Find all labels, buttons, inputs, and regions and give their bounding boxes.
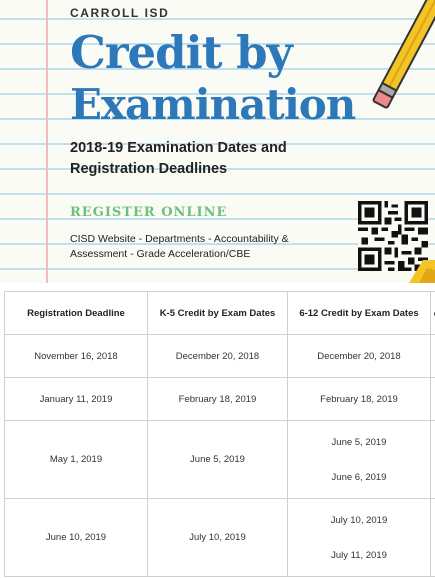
k5-date-cell: December 20, 2018: [148, 335, 288, 378]
register-online-heading: REGISTER ONLINE: [70, 205, 228, 220]
district-name: CARROLL ISD: [70, 6, 170, 20]
pencil-icon: [372, 0, 435, 118]
header-overflow: [431, 292, 435, 335]
subtitle-line-2: Registration Deadlines: [70, 161, 228, 177]
k5-date-cell: June 5, 2019: [148, 421, 288, 499]
overflow-cell: [431, 335, 435, 378]
registration-deadline-cell: May 1, 2019: [5, 421, 148, 499]
612-date-cell: [288, 499, 431, 577]
612-date-1: June 5, 2019: [331, 436, 387, 448]
k5-date-cell: July 10, 2019: [148, 499, 288, 577]
table-header-row: [5, 292, 435, 335]
subtitle-line-1: 2018-19 Examination Dates and: [70, 140, 287, 156]
margin-line: [46, 0, 48, 283]
612-date-2: June 6, 2019: [331, 471, 387, 483]
table-row: [5, 499, 435, 577]
title-line-1: Credit by: [70, 26, 292, 79]
website-path: [70, 232, 345, 262]
table-row: [5, 421, 435, 499]
k5-date-cell: February 18, 2019: [148, 378, 288, 421]
cbe-flyer: [0, 0, 435, 283]
title-line-2: Examination: [70, 80, 356, 129]
table-row: [5, 335, 435, 378]
overflow-cell: [431, 499, 435, 577]
header-registration-deadline: Registration Deadline: [5, 292, 148, 335]
header-k5-dates: K-5 Credit by Exam Dates: [148, 292, 288, 335]
registration-deadline-cell: November 16, 2018: [5, 335, 148, 378]
612-date-cell: [288, 421, 431, 499]
612-date-2: July 11, 2019: [331, 549, 387, 561]
header-612-dates: 6-12 Credit by Exam Dates: [288, 292, 431, 335]
pencil-tip-icon: [405, 258, 435, 283]
flyer-subtitle: [70, 138, 330, 180]
table-row: [5, 378, 435, 421]
612-date-cell: February 18, 2019: [288, 378, 431, 421]
registration-deadline-cell: June 10, 2019: [5, 499, 148, 577]
overflow-cell: [431, 378, 435, 421]
registration-deadline-cell: January 11, 2019: [5, 378, 148, 421]
path-line-2: Assessment - Grade Acceleration/CBE: [70, 248, 251, 260]
612-date-cell: December 20, 2018: [288, 335, 431, 378]
overflow-cell: [431, 421, 435, 499]
exam-dates-table: [4, 291, 435, 578]
path-line-1: CISD Website - Departments - Accountability &: [70, 233, 289, 245]
612-date-1: July 10, 2019: [330, 514, 388, 526]
